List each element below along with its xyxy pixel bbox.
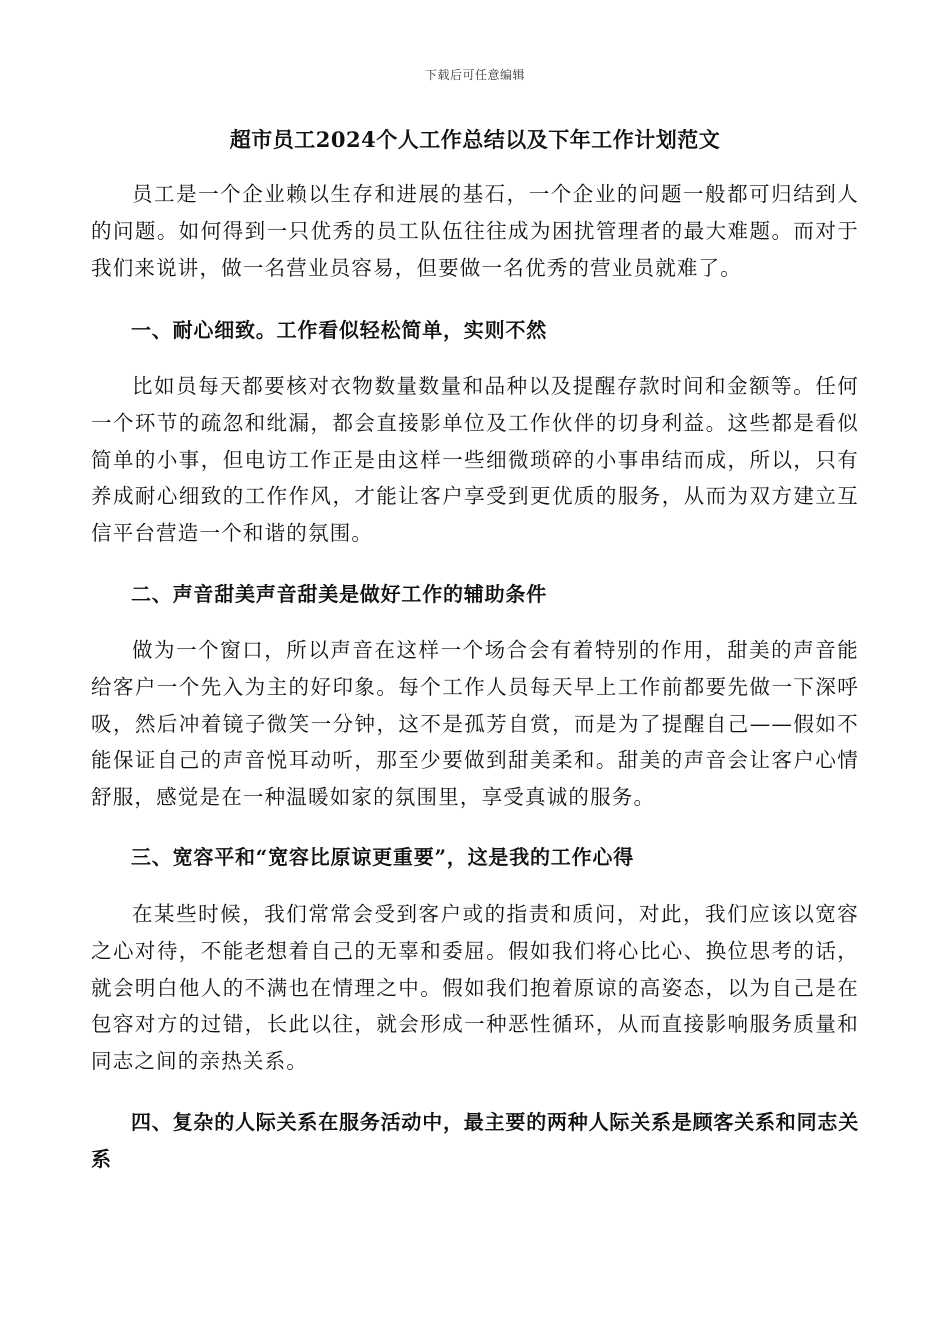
- section-3-heading: 三、宽容平和“宽容比原谅更重要”，这是我的工作心得: [131, 845, 635, 869]
- document-title: 超市员工2024个人工作总结以及下年工作计划范文: [229, 127, 721, 152]
- section-1-heading: 一、耐心细致。工作看似轻松简单，实则不然: [131, 318, 547, 342]
- section-2-heading: 二、声音甜美声音甜美是做好工作的辅助条件: [131, 582, 547, 606]
- intro-paragraph: 员工是一个企业赖以生存和进展的基石，一个企业的问题一般都可归结到人的问题。如何得到一只优秀的员工队伍往往成为困扰管理者的最大难题。而对于我们来说讲，做一名营业员容易，但要做一名优秀的营业员就难了。: [91, 182, 859, 280]
- section-1-body: 比如员每天都要核对衣物数量数量和品种以及提醒存款时间和金额等。任何一个环节的疏忽和纰漏，都会直接影单位及工作伙伴的切身利益。这些都是看似简单的小事，但电访工作正是由这样一些细微琐碎的小事串结而成，所以，只有养成耐心细致的工作作风，才能让客户享受到更优质的服务，从而为双方建立互信平台营造一个和谐的氛围。: [91, 374, 859, 546]
- section-2-body: 做为一个窗口，所以声音在这样一个场合会有着特别的作用，甜美的声音能给客户一个先入为主的好印象。每个工作人员每天早上工作前都要先做一下深呼吸，然后冲着镜子微笑一分钟，这不是孤芳自赏，而是为了提醒自己——假如不能保证自己的声音悦耳动听，那至少要做到甜美柔和。甜美的声音会让客户心情舒服，感觉是在一种温暖如家的氛围里，享受真诚的服务。: [91, 638, 859, 810]
- section-3-body: 在某些时候，我们常常会受到客户或的指责和质问，对此，我们应该以宽容之心对待，不能老想着自己的无辜和委屈。假如我们将心比心、换位思考的话，就会明白他人的不满也在情理之中。假如我们抱着原谅的高姿态，以为自己是在包容对方的过错，长此以往，就会形成一种恶性循环，从而直接影响服务质量和同志之间的亲热关系。: [91, 902, 859, 1074]
- header-note: 下载后可任意编辑: [424, 68, 525, 82]
- section-4-heading: 四、复杂的人际关系在服务活动中，最主要的两种人际关系是顾客关系和同志关系: [91, 1110, 859, 1171]
